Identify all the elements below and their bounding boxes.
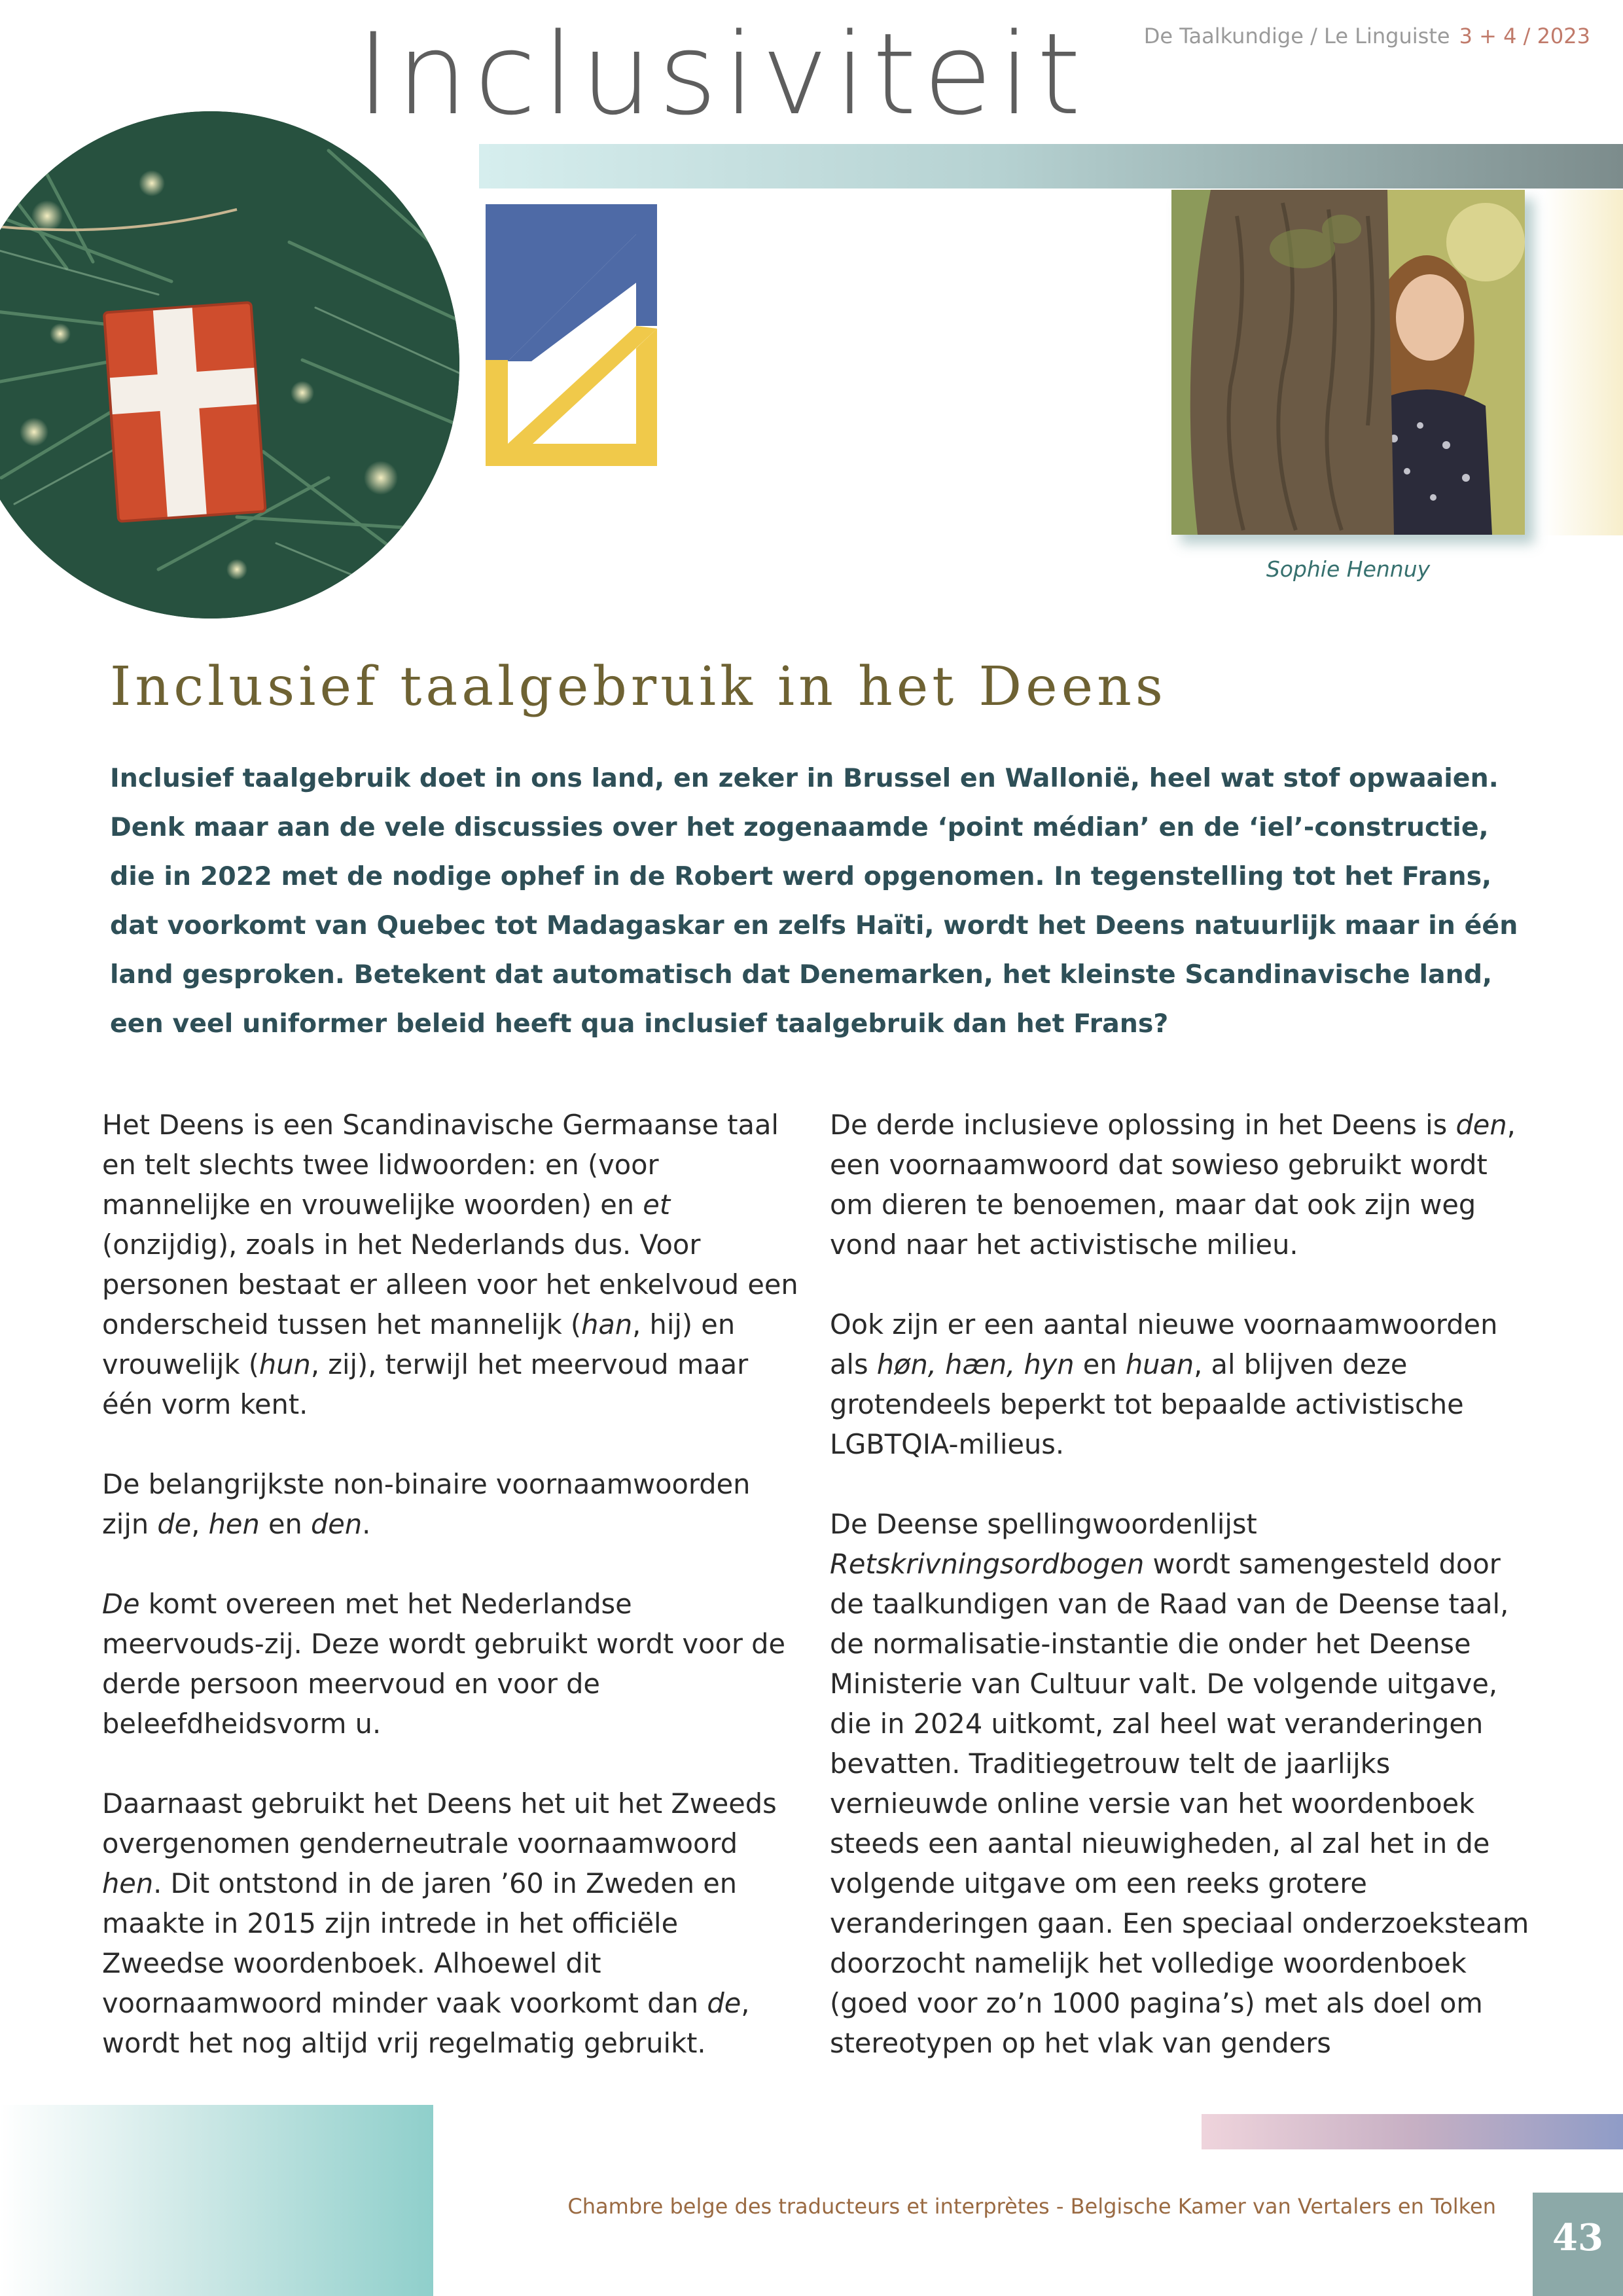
section-title: Inclusiviteit bbox=[357, 9, 1088, 140]
paragraph: De Deense spellingwoordenlijst Retskrivningsordbogen wordt samengesteld door de taalkundigen van de Raad van de Deense taal, de normalisatie-instantie die onder het Deense Ministerie van Cultuur valt. De volgende uitgave, die in 2024 uitkomt, zal heel wat veranderingen bevatten. Traditiegetrouw telt de jaarlijks vernieuwde online versie van het woordenboek steeds een aantal nieuwigheden, al zal het in de volgende uitgave om een reeks grotere veranderingen gaan. Een speciaal onderzoeksteam doorzocht namelijk het volledige woordenboek (goed voor zo’n 1000 pagina’s) met als doel om stereotypen op het vlak van genders bbox=[830, 1508, 1529, 2059]
journal-name: De Taalkundige / Le Linguiste bbox=[1143, 24, 1450, 48]
page-number: 43 bbox=[1552, 2216, 1603, 2259]
body-column-right bbox=[830, 1105, 1537, 2063]
footer-organization: Chambre belge des traducteurs et interprètes - Belgische Kamer van Vertalers en Tolken bbox=[567, 2194, 1496, 2219]
danish-flag-ornament-icon bbox=[0, 111, 459, 619]
paragraph: De derde inclusieve oplossing in het Deens is den, een voornaamwoord dat sowieso gebruikt wordt om dieren te benoemen, maar dat ook zijn weg vond naar het activistische milieu. bbox=[830, 1109, 1516, 1261]
page-number-box bbox=[1533, 2193, 1623, 2296]
paragraph: Het Deens is een Scandinavische Germaanse taal en telt slechts twee lidwoorden: en (voor mannelijke en vrouwelijke woorden) en et (onzijdig), zoals in het Nederlands dus. Voor personen bestaat er alleen voor het enkelvoud een onderscheid tussen het mannelijk (han, hij) en vrouwelijk (hun, zij), terwijl het meervoud maar één vorm kent. bbox=[102, 1109, 798, 1420]
paragraph: De komt overeen met het Nederlandse meervouds-zij. Deze wordt gebruikt wordt voor de derde persoon meervoud en voor de beleefdheidsvorm u. bbox=[102, 1588, 785, 1740]
issue-number: 3 + 4 / 2023 bbox=[1459, 24, 1590, 48]
arrow-logo-icon bbox=[486, 204, 657, 466]
paragraph: Ook zijn er een aantal nieuwe voornaamwoorden als høn, hæn, hyn en huan, al blijven deze grotendeels beperkt tot bepaalde activistische LGBTQIA-milieus. bbox=[830, 1308, 1498, 1460]
portrait-caption: Sophie Hennuy bbox=[1266, 556, 1431, 582]
bottom-right-decorative-bar bbox=[1202, 2114, 1623, 2149]
article-title: Inclusief taalgebruik in het Deens bbox=[110, 656, 1168, 718]
body-column-left bbox=[102, 1105, 802, 2063]
flag-photo bbox=[0, 111, 459, 619]
author-portrait bbox=[1171, 190, 1525, 535]
article-lead: Inclusief taalgebruik doet in ons land, en zeker in Brussel en Wallonië, heel wat stof opwaaien. Denk maar aan de vele discussies over het zogenaamde ‘point médian’ en de ‘iel’-constructie, die in 2022 met de nodige ophef in de Robert werd opgenomen. In tegenstelling tot het Frans, dat voorkomt van Quebec tot Madagaskar en zelfs Haïti, wordt het Deens natuurlijk maar in één land gesproken. Betekent dat automatisch dat Denemarken, het kleinste Scandinavische land, een veel uniformer beleid heeft qua inclusief taalgebruik dan het Frans? bbox=[110, 763, 1518, 1039]
bottom-left-decorative-bar bbox=[0, 2105, 433, 2296]
author-portrait-icon bbox=[1171, 190, 1525, 535]
paragraph: Daarnaast gebruikt het Deens het uit het Zweeds overgenomen genderneutrale voornaamwoord hen. Dit ontstond in de jaren ’60 in Zweden en maakte in 2015 zijn intrede in het officiële Zweedse woordenboek. Alhoewel dit voornaamwoord minder vaak voorkomt dan de, wordt het nog altijd vrij regelmatig gebruikt. bbox=[102, 1787, 777, 2059]
portrait-accent-bar bbox=[1543, 190, 1623, 535]
paragraph: De belangrijkste non-binaire voornaamwoorden zijn de, hen en den. bbox=[102, 1468, 751, 1540]
top-decorative-bar bbox=[479, 144, 1623, 188]
running-head bbox=[1144, 24, 1590, 48]
